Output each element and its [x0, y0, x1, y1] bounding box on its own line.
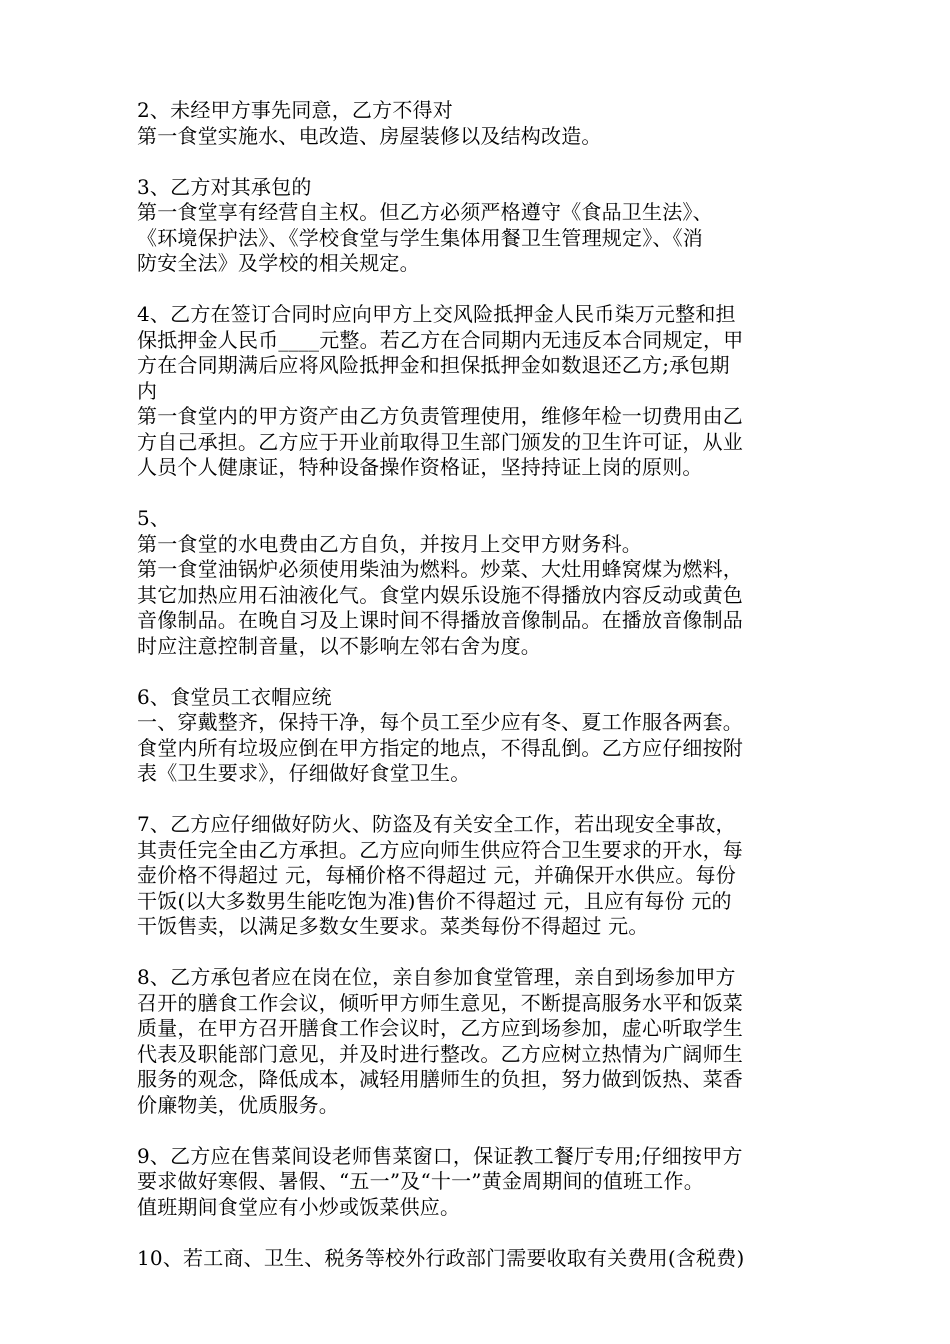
text-line: 3、乙方对其承包的: [137, 174, 312, 199]
text-line: 音像制品。在晚自习及上课时间不得播放音像制品。在播放音像制品: [137, 608, 743, 632]
text-line: 保抵押金人民币____元整。若乙方在合同期内无违反本合同规定，甲: [137, 327, 744, 352]
text-line: 方在合同期满后应将风险抵押金和担保抵押金如数退还乙方;承包期: [137, 353, 730, 377]
text-line: 表《卫生要求》，仔细做好食堂卫生。: [137, 761, 471, 785]
text-line: 第一食堂实施水、电改造、房屋装修以及结构改造。: [137, 123, 602, 148]
text-line: 召开的膳食工作会议，倾听甲方师生意见，不断提高服务水平和饭菜: [137, 990, 743, 1015]
text-line: 《环境保护法》、《学校食堂与学生集体用餐卫生管理规定》、《消: [137, 225, 703, 250]
clause-4: [137, 302, 817, 481]
text-line: 方自己承担。乙方应于开业前取得卫生部门颁发的卫生许可证，从业: [137, 429, 743, 454]
text-line: 防安全法》及学校的相关规定。: [137, 251, 420, 275]
text-line: 6、食堂员工衣帽应统: [137, 684, 332, 709]
text-line: 第一食堂的水电费由乙方自负，并按月上交甲方财务科。: [137, 531, 642, 556]
text-line: 值班期间食堂应有小炒或饭菜供应。: [137, 1194, 461, 1219]
text-line: 10、若工商、卫生、税务等校外行政部门需要收取有关费用(含税费): [137, 1245, 745, 1270]
text-line: 质量，在甲方召开膳食工作会议时，乙方应到场参加，虚心听取学生: [137, 1016, 743, 1040]
clause-7: [137, 812, 817, 940]
clause-6: [137, 685, 817, 787]
text-line: 第一食堂享有经营自主权。但乙方必须严格遵守《食品卫生法》、: [137, 200, 713, 224]
document-page: [137, 98, 817, 1271]
clause-9: [137, 1144, 817, 1221]
text-line: 服务的观念，降低成本，减轻用膳师生的负担，努力做到饭热、菜香: [137, 1067, 743, 1091]
clause-5: [137, 506, 817, 659]
text-line: 第一食堂内的甲方资产由乙方负责管理使用，维修年检一切费用由乙: [137, 404, 743, 428]
text-line: 8、乙方承包者应在岗在位，亲自参加食堂管理，亲自到场参加甲方: [137, 965, 736, 989]
clause-2: [137, 98, 817, 149]
text-line: 食堂内所有垃圾应倒在甲方指定的地点，不得乱倒。乙方应仔细按附: [137, 735, 743, 760]
text-line: 5、: [137, 506, 171, 530]
text-line: 7、乙方应仔细做好防火、防盗及有关安全工作，若出现安全事故，: [137, 812, 736, 836]
text-line: 干饭(以大多数男生能吃饱为准)售价不得超过 元，且应有每份 元的: [137, 888, 732, 913]
text-line: 要求做好寒假、暑假、“五一”及“十一”黄金周期间的值班工作。: [137, 1169, 704, 1193]
text-line: 干饭售卖，以满足多数女生要求。菜类每份不得超过 元。: [137, 914, 649, 938]
clause-8: [137, 965, 817, 1118]
text-line: 9、乙方应在售菜间设老师售菜窗口，保证教工餐厅专用;仔细按甲方: [137, 1143, 743, 1168]
text-line: 第一食堂油锅炉必须使用柴油为燃料。炒菜、大灶用蜂窝煤为燃料，: [137, 557, 743, 581]
text-line: 一、穿戴整齐，保持干净，每个员工至少应有冬、夏工作服各两套。: [137, 710, 743, 734]
text-line: 其它加热应用石油液化气。食堂内娱乐设施不得播放内容反动或黄色: [137, 582, 743, 607]
clause-3: [137, 175, 817, 277]
text-line: 其责任完全由乙方承担。乙方应向师生供应符合卫生要求的开水，每: [137, 837, 743, 862]
text-line: 内: [137, 378, 158, 403]
text-line: 时应注意控制音量，以不影响左邻右舍为度。: [137, 633, 541, 658]
text-line: 壶价格不得超过 元，每桶价格不得超过 元，并确保开水供应。每份: [137, 863, 736, 887]
text-line: 4、乙方在签订合同时应向甲方上交风险抵押金人民币柒万元整和担: [137, 302, 736, 326]
text-line: 2、未经甲方事先同意，乙方不得对: [137, 98, 453, 122]
clause-10: [137, 1246, 817, 1272]
text-line: 代表及职能部门意见，并及时进行整改。乙方应树立热情为广阔师生: [137, 1041, 743, 1066]
text-line: 价廉物美，优质服务。: [137, 1092, 339, 1117]
text-line: 人员个人健康证，特种设备操作资格证，坚持持证上岗的原则。: [137, 455, 703, 479]
